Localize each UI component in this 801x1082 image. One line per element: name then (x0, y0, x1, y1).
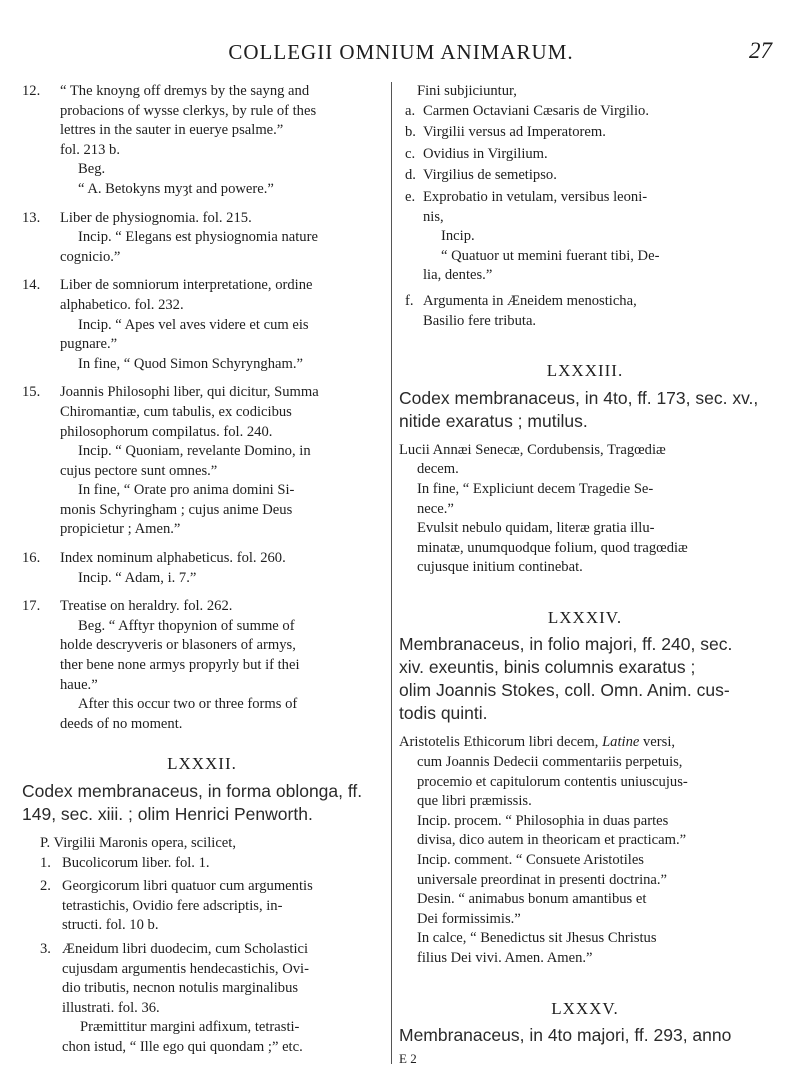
sub-item-c (399, 145, 771, 165)
text-line: cum Joannis Dedecii commentariis perpetuis, (417, 754, 683, 771)
entry-17 (22, 597, 382, 734)
text-line: alphabetico. fol. 232. (60, 296, 184, 313)
text-line: In calce, “ Benedictus sit Jhesus Christus (417, 930, 657, 947)
text-line: minatæ, unumquodque folium, quod tragœdiæ (417, 539, 688, 556)
text-line: probacions of wysse clerkys, by rule of thes (60, 102, 317, 119)
text-line: philosophorum compilatus. fol. 240. (60, 423, 273, 440)
text-line: cognicio.” (60, 248, 121, 265)
signature-mark: E 2 (399, 1051, 417, 1067)
text-line: Treatise on heraldry. fol. 262. (60, 598, 233, 615)
text-line: Beg. (78, 161, 106, 178)
left-column (22, 82, 382, 1062)
text-line: decem. (417, 461, 459, 478)
text-line: cujusque initium continebat. (417, 559, 583, 576)
text-line: monis Schyringham ; cujus anime Deus (60, 501, 293, 518)
item-number: 2. (40, 878, 51, 895)
text-line: Desin. “ animabus bonum amantibus et (417, 891, 647, 908)
text-line: dio tributis, necnon notulis marginalibus (62, 980, 299, 997)
text-line: que libri præmissis. (417, 793, 532, 810)
sub-item-a (399, 102, 771, 122)
text-line: Dei formissimis.” (417, 910, 521, 927)
item-3 (40, 940, 382, 1058)
entry-number: 12. (22, 83, 41, 99)
page-number: 27 (749, 38, 772, 63)
text-line: Index nominum alphabeticus. fol. 260. (60, 550, 286, 567)
section-heading: LXXXIV. (547, 607, 623, 627)
item-2 (40, 877, 382, 936)
text-line: Basilio fere tributa. (423, 312, 537, 329)
text-line: 149, sec. xiii. ; olim Henrici Penworth. (22, 804, 313, 824)
text-line: olim Joannis Stokes, coll. Omn. Anim. cus- (399, 680, 730, 701)
entry-13 (22, 209, 382, 268)
text-line: Præmittitur margini adfixum, tetrasti- (80, 1019, 300, 1036)
sub-item-key: e. (405, 188, 416, 205)
text-line: divisa, dico autem in theoricam et practicam.” (417, 832, 687, 849)
sub-item-e (399, 188, 771, 286)
text-line: Incip. “ Elegans est physiognomia nature (78, 229, 318, 246)
text-line: Codex membranaceus, in 4to, ff. 173, sec. xv., (399, 387, 759, 408)
page-header (30, 30, 772, 70)
entry-number: 16. (22, 550, 41, 567)
running-title: COLLEGII OMNIUM ANIMARUM. (228, 40, 574, 64)
text-line: Membranaceus, in folio majori, ff. 240, sec. (399, 634, 733, 655)
text-line: “ Quatuor ut memini fuerant tibi, De- (441, 247, 660, 264)
item-number: 1. (40, 854, 51, 871)
codex-description (399, 633, 771, 725)
text-line: xiv. exeuntis, binis columnis exaratus ; (399, 657, 696, 678)
item-number: 3. (40, 940, 51, 957)
text-line: nitide exaratus ; mutilus. (399, 410, 588, 431)
text-line: Fini subjiciuntur, (417, 83, 517, 99)
sub-item-d (399, 166, 771, 186)
text-line: structi. fol. 10 b. (62, 917, 159, 934)
sub-item-key: a. (405, 102, 416, 119)
text-line: lettres in the sauter in euerye psalme.” (60, 122, 284, 139)
text-line: Æneidum libri duodecim, cum Scholastici (62, 940, 309, 957)
text-line: chon istud, “ Ille ego qui quondam ;” etc. (62, 1038, 303, 1055)
sub-item-text: Carmen Octaviani Cæsaris de Virgilio. (423, 102, 649, 119)
codex-description (399, 1024, 771, 1047)
text-line: Incip. comment. “ Consuete Aristotiles (417, 852, 644, 869)
text-line: Incip. procem. “ Philosophia in duas partes (417, 812, 669, 829)
text-line: In fine, “ Quod Simon Schyryngham.” (78, 355, 303, 372)
entry-15 (22, 383, 382, 540)
text-line: filius Dei vivi. Amen. Amen.” (417, 950, 593, 966)
text-line: “ A. Betokyns myȝt and powere.” (78, 180, 274, 197)
text-line: ther bene none armys propyrly but if thei (60, 657, 300, 674)
text-line: Membranaceus, in 4to majori, ff. 293, anno (399, 1025, 732, 1046)
sub-item-key: d. (405, 167, 416, 184)
text-line: Incip. “ Quoniam, revelante Domino, in (78, 443, 311, 460)
column-divider (391, 82, 392, 1064)
text-line: Argumenta in Æneidem menosticha, (423, 292, 637, 309)
sub-item-key: b. (405, 124, 416, 141)
paragraph (399, 441, 771, 578)
codex-description (399, 387, 771, 433)
text-line: After this occur two or three forms of (78, 696, 298, 713)
text-line: nis, (423, 208, 444, 225)
text-line: Exprobatio in vetulam, versibus leoni- (423, 188, 648, 205)
text-line: haue.” (60, 676, 98, 693)
text-line: Liber de somniorum interpretatione, ordine (60, 277, 313, 294)
text-line: propicietur ; Amen.” (60, 521, 181, 538)
text-line: Chiromantiæ, cum tabulis, ex codicibus (60, 403, 292, 420)
italic-word: Latine (602, 734, 640, 751)
text-line: tetrastichis, Ovidio fere adscriptis, in- (62, 897, 283, 914)
text-line: cujusdam argumentis hendecastichis, Ovi- (62, 960, 309, 977)
text-line: deeds of no moment. (60, 715, 183, 732)
text-line: fol. 213 b. (60, 141, 120, 158)
section-heading: LXXXII. (167, 754, 237, 774)
entry-number: 14. (22, 277, 41, 294)
text-line: Liber de physiognomia. fol. 215. (60, 209, 252, 226)
text-line: Georgicorum libri quatuor cum argumentis (62, 878, 313, 895)
text-span: versi, (639, 734, 676, 751)
item-1 (40, 854, 382, 874)
text-line: Codex membranaceus, in forma oblonga, ff. (22, 781, 363, 801)
codex-description (22, 780, 382, 826)
sub-item-text: Virgilius de semetipso. (423, 167, 557, 184)
sub-item-key: f. (405, 292, 414, 309)
text-span: Aristotelis Ethicorum libri decem, (399, 734, 603, 751)
sub-item-text: Virgilii versus ad Imperatorem. (423, 124, 606, 141)
text-line: cujus pectore sunt omnes.” (60, 462, 218, 479)
sub-item-text: Ovidius in Virgilium. (423, 145, 548, 162)
section-heading: LXXXV. (551, 998, 619, 1018)
sub-item-key: c. (405, 145, 416, 162)
paragraph (399, 733, 771, 968)
text-line: Bucolicorum liber. fol. 1. (62, 854, 210, 871)
entry-12 (22, 82, 382, 200)
text-line: procemio et capitulorum contentis uniuscujus- (417, 773, 688, 790)
entry-number: 15. (22, 384, 41, 401)
entry-number: 13. (22, 209, 41, 226)
text-line: In fine, “ Expliciunt decem Tragedie Se- (417, 480, 654, 497)
text-line (399, 733, 771, 753)
text-line: In fine, “ Orate pro anima domini Si- (78, 482, 295, 499)
text-line: Lucii Annæi Senecæ, Cordubensis, Tragœdiæ (399, 441, 666, 458)
entry-16 (22, 549, 382, 588)
section-heading: LXXXIII. (546, 361, 624, 381)
text-line: “ The knoyng off dremys by the sayng and (60, 83, 310, 99)
text-line: Incip. “ Adam, i. 7.” (78, 569, 197, 586)
entry-number: 17. (22, 598, 41, 615)
text-line: pugnare.” (60, 336, 118, 353)
text-line: Joannis Philosophi liber, qui dicitur, Summa (60, 384, 319, 401)
entry-14 (22, 276, 382, 374)
text-line: nece.” (417, 500, 454, 517)
text-line: holde descryveris or blasoners of armys, (60, 637, 296, 654)
text-line: Evulsit nebulo quidam, literæ gratia illu- (417, 520, 655, 537)
text-line: Incip. “ Apes vel aves videre et cum eis (78, 316, 309, 333)
text-line: P. Virgilii Maronis opera, scilicet, (40, 835, 236, 851)
right-column (399, 82, 771, 1069)
text-line: Incip. (441, 228, 475, 245)
text-line: lia, dentes.” (423, 267, 493, 284)
text-line: illustrati. fol. 36. (62, 999, 160, 1016)
text-line: Beg. “ Afftyr thopynion of summe of (78, 617, 295, 634)
text-line: universale preordinat in presenti doctrina.” (417, 871, 668, 888)
sub-item-b (399, 123, 771, 143)
text-line: todis quinti. (399, 703, 488, 724)
sub-item-f (399, 292, 771, 331)
